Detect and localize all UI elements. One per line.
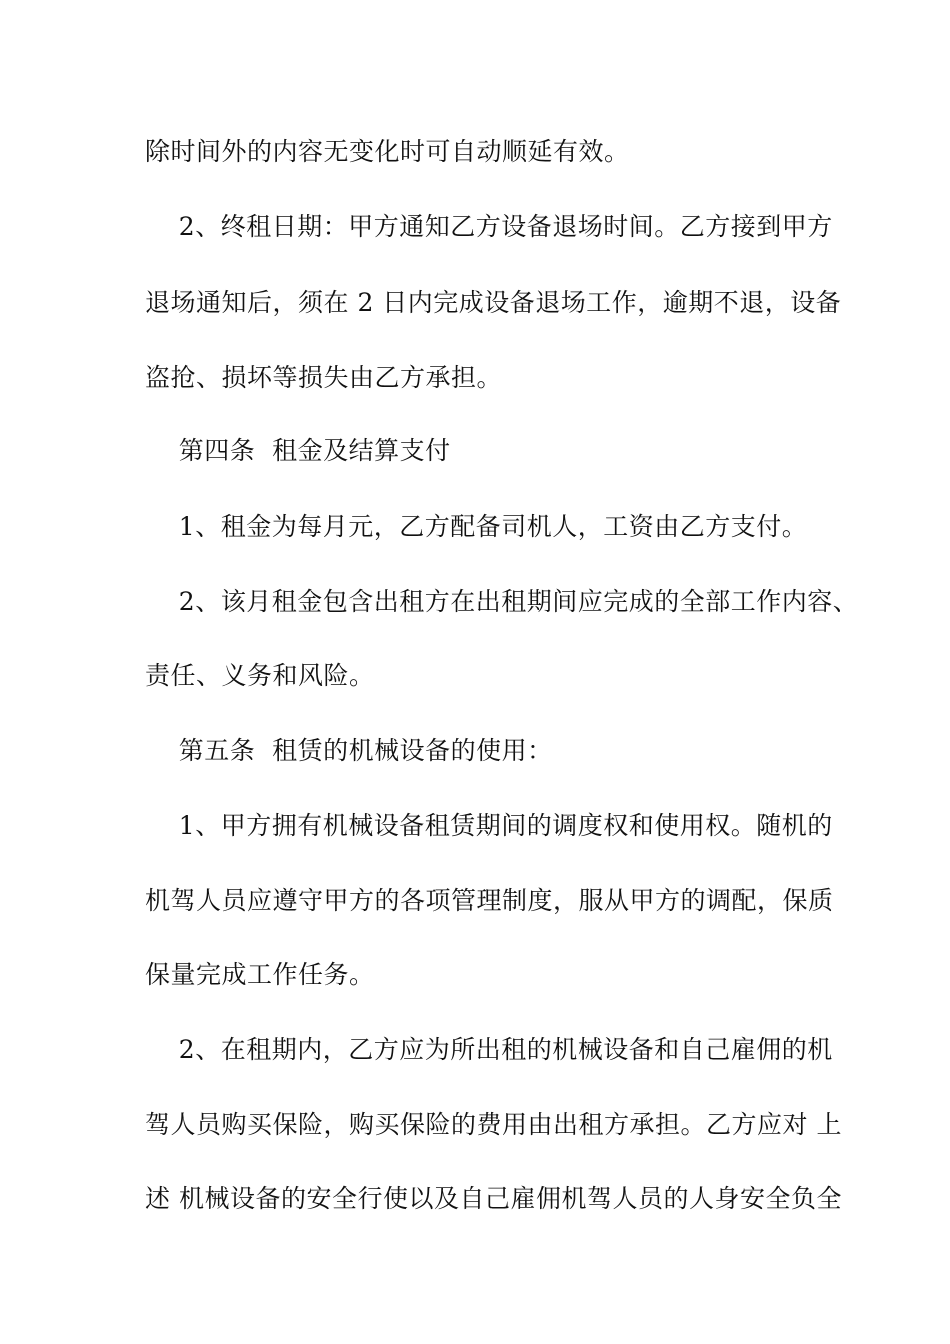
text-line-3: 退场通知后，须在 2 日内完成设备退场工作，逾期不退，设备 — [145, 288, 842, 317]
section-heading-article-5: 第五条 租赁的机械设备的使用： — [145, 736, 553, 765]
text-line-4: 盗抢、损坏等损失由乙方承担。 — [145, 363, 503, 392]
text-line-8: 责任、义务和风险。 — [145, 661, 375, 690]
text-line-12: 保量完成工作任务。 — [145, 960, 375, 989]
text-line-1: 除时间外的内容无变化时可自动顺延有效。 — [145, 137, 630, 166]
text-line-10: 1、甲方拥有机械设备租赁期间的调度权和使用权。随机的 — [145, 811, 833, 840]
text-line-2: 2、终租日期：甲方通知乙方设备退场时间。乙方接到甲方 — [145, 212, 833, 241]
text-line-6: 1、租金为每月元，乙方配备司机人，工资由乙方支付。 — [145, 512, 808, 541]
text-line-15: 述 机械设备的安全行使以及自己雇佣机驾人员的人身安全负全 — [145, 1184, 842, 1213]
text-line-11: 机驾人员应遵守甲方的各项管理制度，服从甲方的调配，保质 — [145, 886, 834, 915]
text-line-7: 2、该月租金包含出租方在出租期间应完成的全部工作内容、 — [145, 587, 859, 616]
text-line-13: 2、在租期内，乙方应为所出租的机械设备和自己雇佣的机 — [145, 1035, 833, 1064]
section-heading-article-4: 第四条 租金及结算支付 — [145, 436, 451, 465]
text-line-14: 驾人员购买保险，购买保险的费用由出租方承担。乙方应对 上 — [145, 1110, 842, 1139]
